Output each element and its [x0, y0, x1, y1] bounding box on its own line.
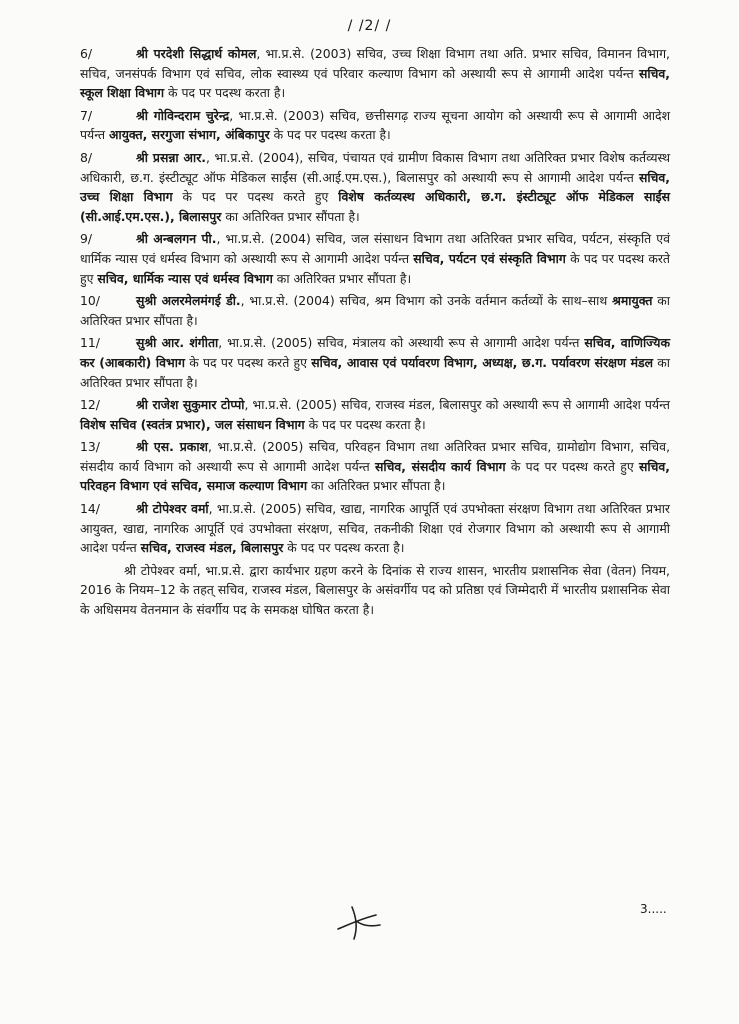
order-item [80, 148, 670, 226]
officer-name: श्री परदेशी सिद्धार्थ कोमल [136, 46, 257, 61]
officer-name: श्री राजेश सुकुमार टोप्पो [136, 397, 245, 413]
posting-bold: श्रमायुक्त [612, 293, 653, 309]
item-number: 11/ [80, 335, 100, 351]
officer-name: सुश्री अलरमेलमंगई डी. [136, 293, 241, 309]
posting-bold: सचिव, स्कूल शिक्षा विभाग [80, 65, 670, 101]
page-number: / /2/ / [347, 18, 392, 34]
item-text: के पद पर पदस्थ करता है। [164, 85, 286, 101]
additional-charge-bold: सचिव, आवास एवं पर्यावरण विभाग, अध्यक्ष, छ.ग. पर्यावरण संरक्षण मंडल [311, 354, 654, 370]
order-item [80, 333, 670, 392]
item-text: , भा.प्र.से. (2005) सचिव, मंत्रालय को अस्थायी रूप से आगामी आदेश पर्यन्त [218, 335, 585, 351]
item-text: , भा.प्र.से. (2005) सचिव, परिवहन विभाग तथा अतिरिक्त प्रभार सचिव, ग्रामोद्योग विभाग, सचिव, संसदीय कार्य विभाग को अस्थायी रूप से आगामी आदेश पर्यन्त [80, 439, 671, 474]
order-item [80, 229, 670, 288]
order-item [80, 395, 670, 434]
posting-bold: सचिव, वाणिज्यिक कर (आबकारी) विभाग [80, 335, 670, 370]
officer-name: सुश्री आर. शंगीता [136, 335, 219, 351]
item-text: , भा.प्र.से. (2005) सचिव, राजस्व मंडल, बिलासपुर को अस्थायी रूप से आगामी आदेश पर्यन्त [244, 397, 670, 413]
order-body [80, 44, 670, 632]
order-item [80, 499, 670, 558]
item-text: का अतिरिक्त प्रभार सौंपता है। [272, 270, 412, 286]
item-text: के पद पर पदस्थ करता है। [304, 416, 426, 432]
order-item [80, 44, 670, 103]
officer-name: श्री एस. प्रकाश [136, 439, 208, 455]
item-text: के पद पर पदस्थ करते हुए [505, 458, 639, 474]
next-page-indicator: 3..... [640, 902, 667, 916]
item-text: , भा.प्र.से. (2005) सचिव, खाद्य, नागरिक आपूर्ति एवं उपभोक्ता संरक्षण विभाग तथा अतिरिक्त प्रभार आयुक्त, खाद्य, नागरिक आपूर्ति एवं उपभोक्ता संरक्षण, सचिव, तकनीकी शिक्षा एवं रोजगार विभाग को अस्थायी रूप से आगामी आदेश पर्यन्त [80, 501, 670, 556]
posting-bold: सचिव, संसदीय कार्य विभाग [374, 458, 506, 474]
officer-name: श्री प्रसन्ना आर. [136, 149, 206, 165]
item-text: , भा.प्र.से. (2004) सचिव, जल संसाधन विभाग तथा अतिरिक्त प्रभार सचिव, पर्यटन, संस्कृति एवं धार्मिक न्यास एवं धर्मस्व विभाग को अस्थायी रूप से आगामी आदेश पर्यन्त [80, 231, 671, 266]
officer-name: श्री अन्बलगन पी. [136, 231, 217, 247]
posting-bold: सचिव, पर्यटन एवं संस्कृति विभाग [413, 250, 566, 266]
item-number: 13/ [80, 439, 100, 455]
item-number: 9/ [80, 231, 93, 247]
additional-charge-bold: विशेष कर्तव्यस्थ अधिकारी, छ.ग. इंस्टीट्यूट ऑफ मेडिकल साईंस (सी.आई.एम.एस.), बिलासपुर [80, 189, 671, 224]
item-text: का अतिरिक्त प्रभार सौंपता है। [221, 208, 360, 224]
item-text: के पद पर पदस्थ करते हुए [184, 354, 312, 370]
item-number: 8/ [80, 149, 93, 165]
item-number: 14/ [80, 501, 100, 517]
item-text: के पद पर पदस्थ करते हुए [172, 189, 339, 205]
item-text: , भा.प्र.से. (2003) सचिव, छत्तीसगढ़ राज्य सूचना आयोग को अस्थायी रूप से आगामी आदेश पर्यन्त [80, 107, 670, 143]
posting-bold: सचिव, उच्च शिक्षा विभाग [80, 169, 670, 205]
item-text: का अतिरिक्त प्रभार सौंपता है। [80, 354, 671, 390]
order-item [80, 106, 670, 145]
officer-name: श्री टोपेश्वर वर्मा [136, 501, 209, 517]
posting-bold: विशेष सचिव (स्वतंत्र प्रभार), जल संसाधन विभाग [80, 416, 305, 432]
item-text: का अतिरिक्त प्रभार सौंपता है। [307, 478, 446, 494]
item-number: 10/ [80, 293, 100, 309]
additional-charge-bold: सचिव, धार्मिक न्यास एवं धर्मस्व विभाग [97, 270, 273, 286]
item-number: 12/ [80, 397, 100, 413]
item-text: के पद पर पदस्थ करता है। [269, 127, 391, 143]
item-text: के पद पर पदस्थ करते हुए [80, 250, 670, 286]
item-text: का अतिरिक्त प्रभार सौंपता है। [80, 293, 671, 328]
additional-charge-bold: सचिव, परिवहन विभाग एवं सचिव, समाज कल्याण विभाग [80, 458, 671, 494]
item-text: , भा.प्र.से. (2003) सचिव, उच्च शिक्षा विभाग तथा अति. प्रभार सचिव, विमानन विभाग, सचिव, जनसंपर्क विभाग एवं सचिव, लोक स्वास्थ्य एवं परिवार कल्याण विभाग को अस्थायी रूप से आगामी आदेश पर्यन्त [80, 46, 670, 81]
officer-name: श्री गोविन्दराम चुरेन्द्र [136, 107, 230, 123]
signature-mark [330, 895, 390, 945]
item-text: के पद पर पदस्थ करता है। [283, 540, 405, 556]
item-number: 6/ [80, 46, 93, 61]
order-item [80, 437, 670, 496]
item-number: 7/ [80, 107, 93, 123]
item-text: , भा.प्र.से. (2004) सचिव, श्रम विभाग को उनके वर्तमान कर्तव्यों के साथ–साथ [240, 293, 613, 309]
posting-bold: आयुक्त, सरगुजा संभाग, अंबिकापुर [109, 127, 270, 143]
order-item [80, 291, 670, 330]
pay-scale-note: श्री टोपेश्वर वर्मा, भा.प्र.से. द्वारा कार्यभार ग्रहण करने के दिनांक से राज्य शासन, भारतीय प्रशासनिक सेवा (वेतन) नियम, 2016 के नियम–12 के तहत् सचिव, राजस्व मंडल, बिलासपुर के असंवर्गीय पद को प्रतिष्ठा एवं जिम्मेदारी में भारतीय प्रशासनिक सेवा के अधिसमय वेतनमान के संवर्गीय पद के समकक्ष घोषित करता है। [80, 562, 670, 618]
posting-bold: सचिव, राजस्व मंडल, बिलासपुर [140, 540, 284, 556]
item-text: , भा.प्र.से. (2004), सचिव, पंचायत एवं ग्रामीण विकास विभाग तथा अतिरिक्त प्रभार विशेष कर्तव्यस्थ अधिकारी, छ.ग. इंस्टीट्यूट ऑफ मेडिकल साईंस (सी.आई.एम.एस.), बिलासपुर को अस्थायी रूप से आगामी आदेश पर्यन्त [80, 149, 671, 185]
